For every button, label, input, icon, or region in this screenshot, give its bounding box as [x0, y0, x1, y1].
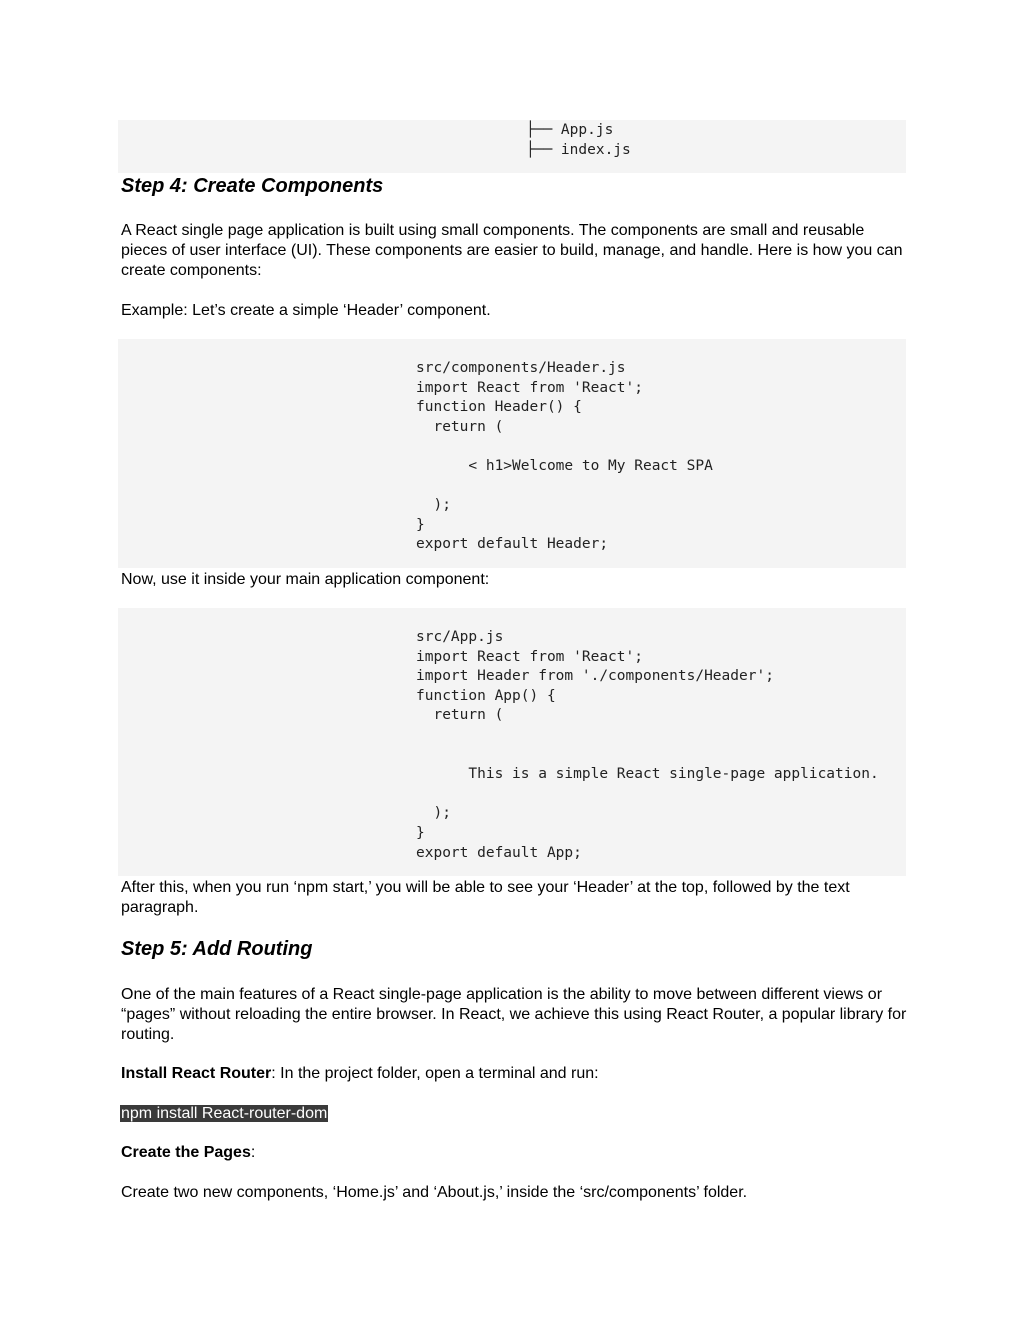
- file-tree-block: [118, 120, 906, 173]
- code-block-app: [118, 608, 906, 876]
- install-label: Install React Router: [121, 1065, 272, 1082]
- after-paragraph: After this, when you run ‘npm start,’ you will be able to see your ‘Header’ at the top, followed by the text paragraph.: [121, 879, 850, 917]
- pages-label: Create the Pages: [121, 1144, 251, 1161]
- example-paragraph: Example: Let’s create a simple ‘Header’ component.: [121, 302, 491, 319]
- file-tree-line: ├── index.js: [526, 142, 631, 158]
- step4-heading: Step 4: Create Components: [121, 175, 384, 197]
- npm-command: npm install React-router-dom: [121, 1105, 328, 1122]
- step5-heading: Step 5: Add Routing: [121, 938, 313, 960]
- install-paragraph: [121, 1064, 911, 1084]
- code-header-js: src/components/Header.js import React from 'React'; function Header() { return ( < h1>Welcome to My React SPA ); } export default Header;: [416, 360, 713, 553]
- step4-paragraph: A React single page application is built using small components. The components are small and reusable pieces of user interface (UI). These components are easier to build, manage, and handle. Here is how you can create components:: [121, 222, 903, 280]
- file-tree-line: ├── App.js: [526, 122, 614, 138]
- pages-paragraph: [121, 1143, 911, 1163]
- command-paragraph: [120, 1104, 910, 1124]
- install-text: : In the project folder, open a terminal and run:: [271, 1065, 599, 1082]
- code-app-js: src/App.js import React from 'React'; import Header from './components/Header'; function App() { return ( This is a simple React single-page application. ); } export default App;: [416, 629, 879, 861]
- final-paragraph: Create two new components, ‘Home.js’ and ‘About.js,’ inside the ‘src/components’ folder.: [121, 1184, 748, 1201]
- routing-paragraph: One of the main features of a React single-page application is the ability to move between different views or “pages” without reloading the entire browser. In React, we achieve this using React Router, a popular library for routing.: [121, 986, 907, 1044]
- usage-paragraph: Now, use it inside your main application component:: [121, 571, 490, 588]
- code-block-header: [118, 339, 906, 568]
- pages-text: :: [250, 1144, 256, 1161]
